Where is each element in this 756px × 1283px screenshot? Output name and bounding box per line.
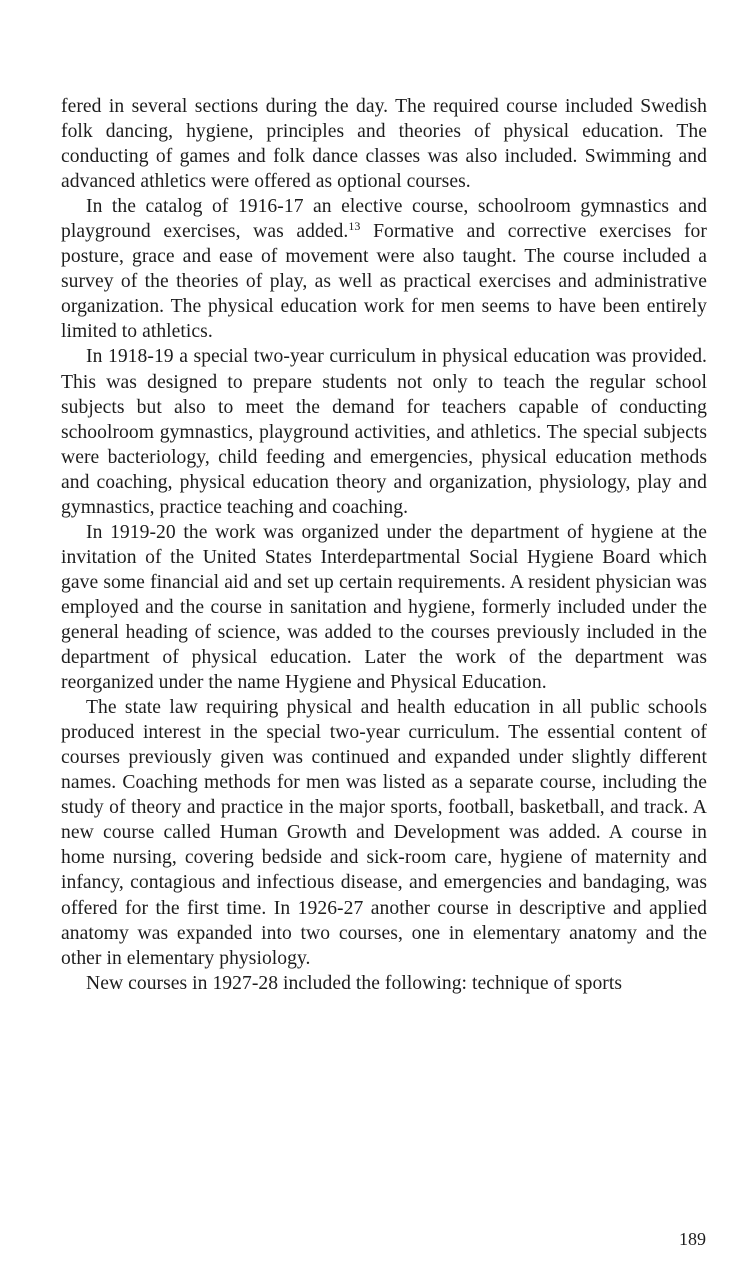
paragraph-4: In 1919-20 the work was organized under the department of hygiene at the invitation of the United States Interdepartmental Social Hygiene Board which gave some financial aid and set up certain requirements. A resident physician was employed and the course in sanitation and hygiene, formerly included under the general heading of science, was added to the courses previously included in the department of physical education. Later the work of the department was reorganized under the name Hygiene and Physical Education. [61, 521, 707, 694]
paragraph-2 [61, 194, 707, 344]
page-number: 189 [679, 1229, 706, 1249]
footnote-reference: 13 [348, 219, 361, 234]
paragraph-3: In 1918-19 a special two-year curriculum in physical education was provided. This was designed to prepare students not only to teach the regular school subjects but also to meet the demand for teachers capable of conducting schoolroom gymnastics, playground activities, and athletics. The special subjects were bacteriology, child feeding and emergencies, physical education methods and coaching, physical education theory and organization, physiology, play and gymnastics, practice teaching and coaching. [61, 346, 707, 518]
paragraph-2-text-before-note: In the catalog of 1916-17 an elective course, schoolroom gymnastics and playground exercises, was added. [61, 196, 707, 243]
body-text [61, 94, 707, 996]
paragraph-6: New courses in 1927-28 included the following: technique of sports [86, 972, 623, 994]
paragraph-5: The state law requiring physical and health education in all public schools produced interest in the special two-year curriculum. The essential content of courses previously given was continued and expanded under slightly different names. Coaching methods for men was listed as a separate course, including the study of theory and practice in the major sports, football, basketball, and track. A new course called Human Growth and Development was added. A course in home nursing, covering bedside and sick-room care, hygiene of maternity and infancy, contagious and infectious disease, and emergencies and bandaging, was offered for the first time. In 1926-27 another course in descriptive and applied anatomy was expanded into two courses, one in elementary anatomy and the other in elementary physiology. [61, 697, 707, 969]
paragraph-2-text-after-note: Formative and corrective exercises for posture, grace and ease of movement were also taught. The course included a survey of the theories of play, as well as practical exercises and administrative organization. The physical education work for men seems to have been entirely limited to athletics. [61, 221, 707, 343]
paragraph-1: fered in several sections during the day. The required course included Swedish folk dancing, hygiene, principles and theories of physical education. The conducting of games and folk dance classes was also included. Swimming and advanced athletics were offered as optional courses. [61, 96, 707, 193]
